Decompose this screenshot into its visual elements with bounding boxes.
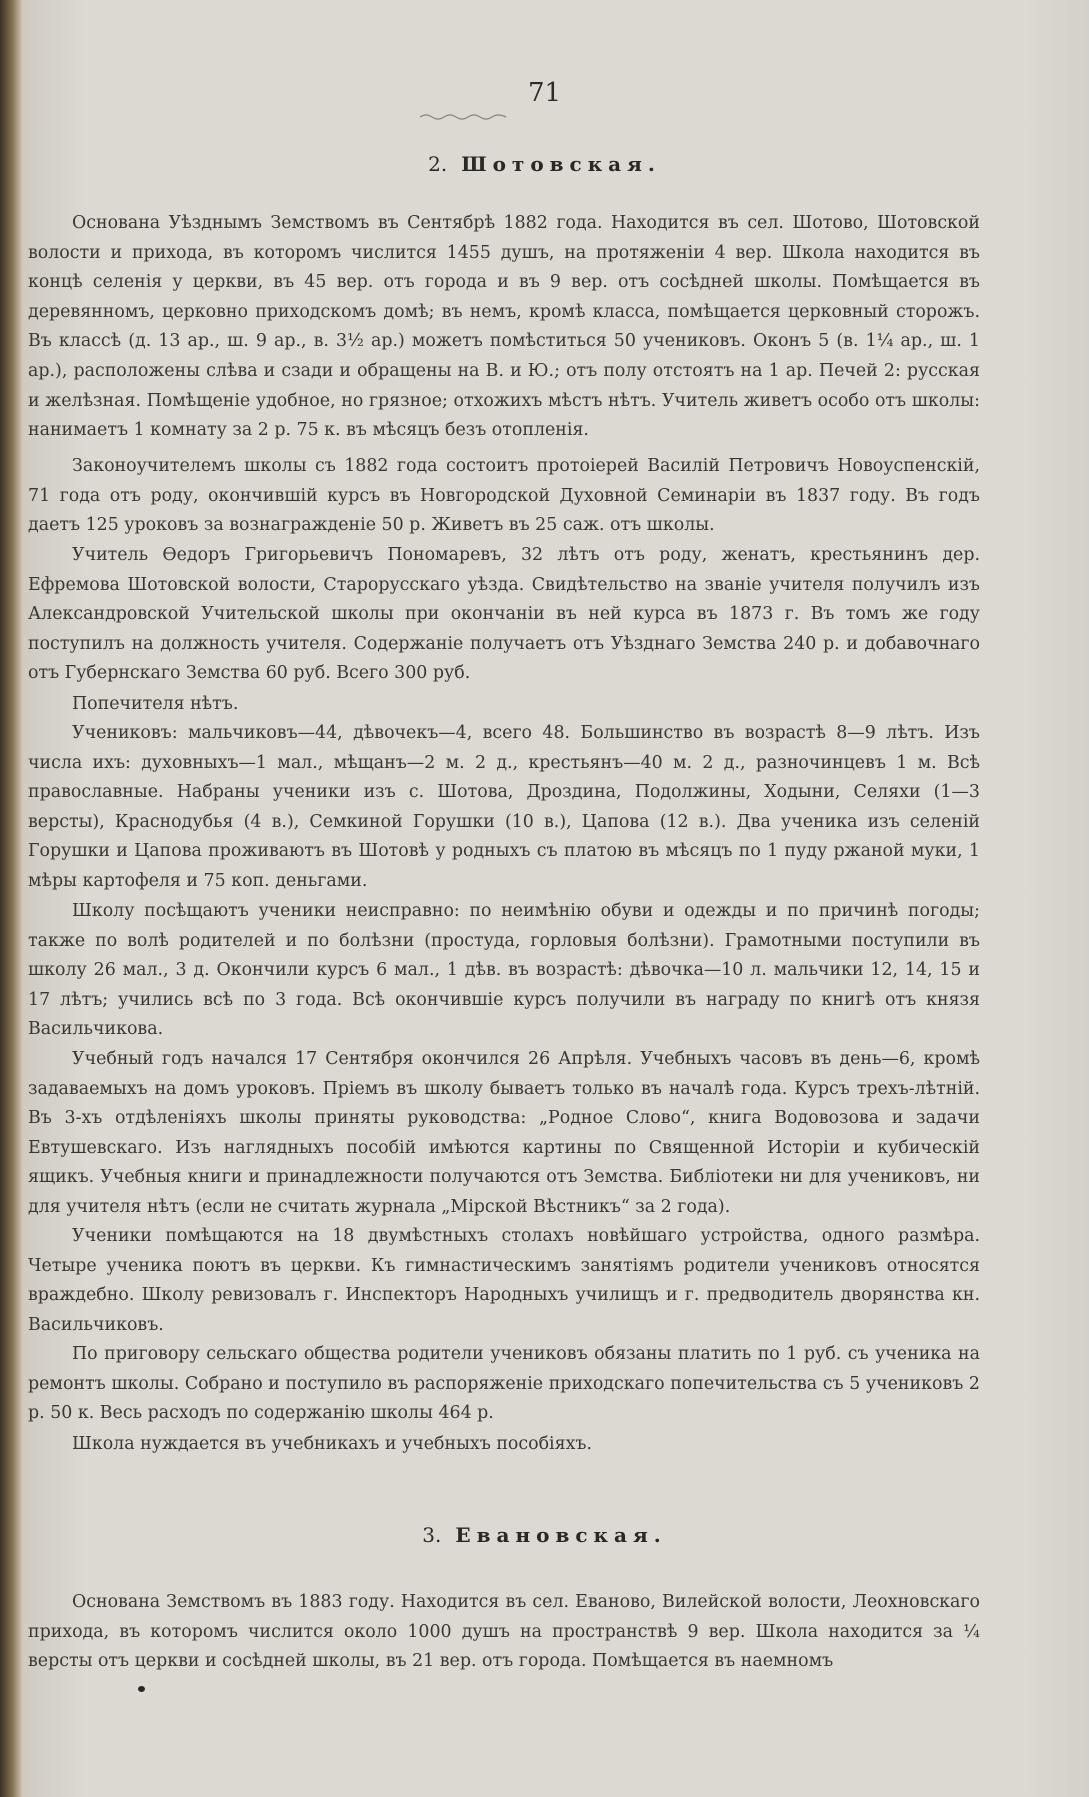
section-heading-2 [0,152,1089,176]
ink-spot [138,1686,145,1692]
section-number: 2. [428,152,448,176]
paragraph: Учебный годъ начался 17 Сентября окончился 26 Апрѣля. Учебныхъ часовъ въ день—6, кромѣ задаваемыхъ на домъ уроковъ. Пріемъ въ школу бываетъ только въ началѣ года. Курсъ трехъ-лѣтній. Въ 3-хъ отдѣленіяхъ школы приняты руководства: „Родное Слово“, книга Водовозова и задачи Евтушевскаго. Изъ наглядныхъ пособій имѣются картины по Священной Исторіи и кубическій ящикъ. Учебныя книги и принадлежности получаются отъ Земства. Библіотеки ни для учениковъ, ни для учителя нѣтъ (если не считать журнала „Мірской Вѣстникъ“ за 2 года). [28,1049,980,1217]
paragraph: Ученики помѣщаются на 18 двумѣстныхъ столахъ новѣйшаго устройства, одного размѣра. Четыре ученика поютъ въ церкви. Къ гимнастическимъ занятіямъ родители учениковъ относятся враждебно. Школу ревизовалъ г. Инспекторъ Народныхъ училищъ и г. предводитель дворянства кн. Васильчиковъ. [28,1226,980,1335]
paragraph: Учениковъ: мальчиковъ—44, дѣвочекъ—4, всего 48. Большинство въ возрастѣ 8—9 лѣтъ. Изъ числа ихъ: духовныхъ—1 мал., мѣщанъ—2 м. 2 д., крестьянъ—40 м. 2 д., разночинцевъ 1 м. Всѣ православные. Набраны ученики изъ с. Шотова, Дроздина, Подолжины, Ходыни, Селяхи (1—3 версты), Краснодубья (4 в.), Семкиной Горушки (10 в.), Цапова (12 в.). Два ученика изъ селеній Горушки и Цапова проживаютъ въ Шотовѣ у родныхъ съ платою въ мѣсяцъ по 1 пуду ржаной муки, 1 мѣры картофеля и 75 коп. деньгами. [28,723,980,891]
paragraph: Основана Уѣзднымъ Земствомъ въ Сентябрѣ 1882 года. Находится въ сел. Шотово, Шотовской волости и прихода, въ которомъ числится 1455 душъ, на протяженіи 4 вер. Школа находится въ концѣ селенія у церкви, въ 45 вер. отъ города и въ 9 вер. отъ сосѣдней школы. Помѣщается въ деревянномъ, церковно приходскомъ домѣ; въ немъ, кромѣ класса, помѣщается церковный сторожъ. Въ классѣ (д. 13 ар., ш. 9 ар., в. 3½ ар.) можетъ помѣститься 50 учениковъ. Оконъ 5 (в. 1¼ ар., ш. 1 ар.), расположены слѣва и сзади и обращены на В. и Ю.; отъ полу отстоятъ на 1 ар. Печей 2: русская и желѣзная. Помѣщеніе удобное, но грязное; отхожихъ мѣстъ нѣтъ. Учитель живетъ особо отъ школы: нанимаетъ 1 комнату за 2 р. 75 к. въ мѣсяцъ безъ отопленія. [28,213,980,441]
paragraph: Школу посѣщаютъ ученики неисправно: по неимѣнію обуви и одежды и по причинѣ погоды; также по волѣ родителей и по болѣзни (простуда, горловыя болѣзни). Грамотными поступили въ школу 26 мал., 3 д. Окончили курсъ 6 мал., 1 дѣв. въ возрастѣ: дѣвочка—10 л. мальчики 12, 14, 15 и 17 лѣтъ; учились всѣ по 3 года. Всѣ окончившіе курсъ получили въ награду по книгѣ отъ князя Васильчикова. [28,901,980,1040]
paragraph: Законоучителемъ школы съ 1882 года состоитъ протоіерей Василій Петровичъ Новоуспенскій, 71 года отъ роду, окончившій курсъ въ Новгородской Духовной Семинаріи въ 1837 году. Въ годъ даетъ 125 уроковъ за вознагражденіе 50 р. Живетъ въ 25 саж. отъ школы. [28,456,980,536]
paragraph: Школа нуждается въ учебникахъ и учебныхъ пособіяхъ. [72,1434,592,1454]
paragraph: Основана Земствомъ въ 1883 году. Находится въ сел. Еваново, Вилейской волости, Леохновскаго прихода, въ которомъ числится около 1000 душъ на пространствѣ 9 вер. Школа находится за ¼ версты отъ церкви и сосѣдней школы, въ 21 вер. отъ города. Помѣщается въ наемномъ [28,1592,980,1672]
section-title: Шотовская. [461,152,661,176]
paragraph: Учитель Ѳедоръ Григорьевичъ Пономаревъ, 32 лѣтъ отъ роду, женатъ, крестьянинъ дер. Ефремова Шотовской волости, Старорусскаго уѣзда. Свидѣтельство на званіе учителя получилъ изъ Александровской Учительской школы при окончаніи въ ней курса въ 1873 г. Въ томъ же году поступилъ на должность учителя. Содержаніе получаетъ отъ Уѣзднаго Земства 240 р. и добавочнаго отъ Губернскаго Земства 60 руб. Всего 300 руб. [28,545,980,684]
page-number: 71 [527,78,562,108]
paragraph: По приговору сельскаго общества родители учениковъ обязаны платить по 1 руб. съ ученика на ремонтъ школы. Собрано и поступило въ распоряженіе приходскаго попечительства съ 5 учениковъ 2 р. 50 к. Весь расходъ по содержанію школы 464 р. [28,1344,980,1424]
section-number: 3. [422,1523,442,1547]
ornament-underline [418,112,508,122]
paragraph: Попечителя нѣтъ. [72,694,239,714]
section-title: Евановская. [455,1523,667,1547]
section-heading-3 [0,1523,1089,1547]
